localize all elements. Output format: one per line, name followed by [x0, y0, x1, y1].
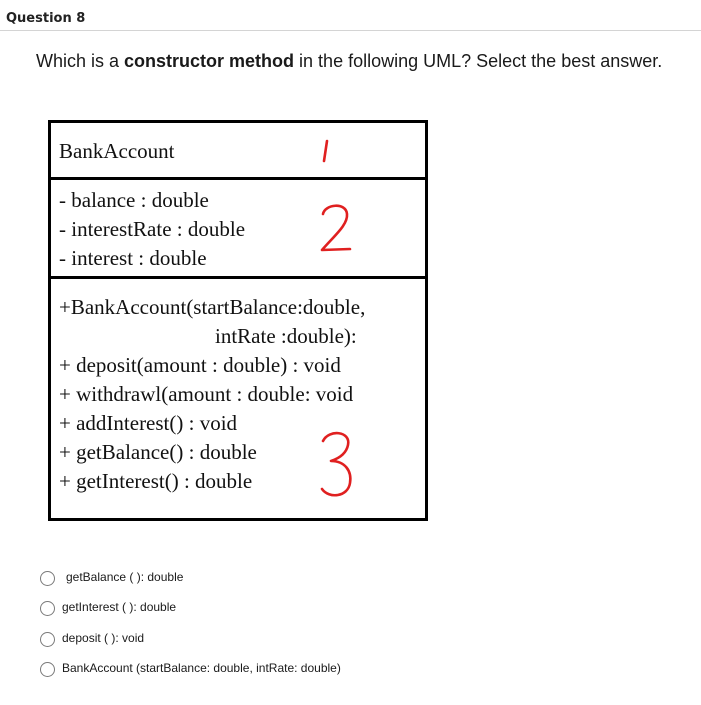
radio-button[interactable]	[40, 571, 55, 586]
uml-method-continued: intRate :double):	[215, 324, 357, 348]
uml-attribute: - interestRate : double	[59, 217, 246, 241]
prompt-text-bold: constructor method	[124, 51, 295, 71]
question-prompt	[36, 51, 662, 72]
radio-button[interactable]	[40, 601, 55, 616]
prompt-text-start: Which is a	[36, 51, 125, 71]
annotation-1	[316, 135, 336, 165]
question-header	[0, 0, 701, 31]
question-title: Question 8	[6, 11, 86, 26]
answer-option-label: getBalance ( ): double	[66, 570, 184, 584]
answer-option-label: deposit ( ): void	[62, 631, 145, 645]
answer-option[interactable]	[40, 568, 400, 588]
prompt-text-end: in the following UML? Select the best answer.	[294, 51, 663, 71]
answer-option-label: BankAccount (startBalance: double, intRate: double)	[62, 661, 341, 675]
radio-button[interactable]	[40, 632, 55, 647]
uml-methods-section	[51, 279, 425, 515]
uml-method: + deposit(amount : double) : void	[59, 353, 341, 377]
uml-method: + getInterest() : double	[59, 469, 253, 493]
answer-option-label: getInterest ( ): double	[62, 600, 177, 614]
uml-class-name: BankAccount	[59, 139, 175, 163]
annotation-2	[316, 198, 356, 258]
uml-attributes-section	[51, 180, 425, 279]
uml-class-diagram	[48, 120, 428, 521]
radio-button[interactable]	[40, 662, 55, 677]
uml-attribute: - balance : double	[59, 188, 209, 212]
uml-method: + addInterest() : void	[59, 411, 238, 435]
answer-option[interactable]	[40, 598, 400, 618]
annotation-3	[317, 427, 357, 507]
answer-option[interactable]	[40, 659, 400, 679]
uml-method: +BankAccount(startBalance:double,	[59, 295, 366, 319]
uml-method: + withdrawl(amount : double: void	[59, 382, 354, 406]
uml-class-name-section	[51, 123, 425, 180]
answer-option[interactable]	[40, 629, 400, 649]
uml-method: + getBalance() : double	[59, 440, 257, 464]
uml-attribute: - interest : double	[59, 246, 207, 270]
